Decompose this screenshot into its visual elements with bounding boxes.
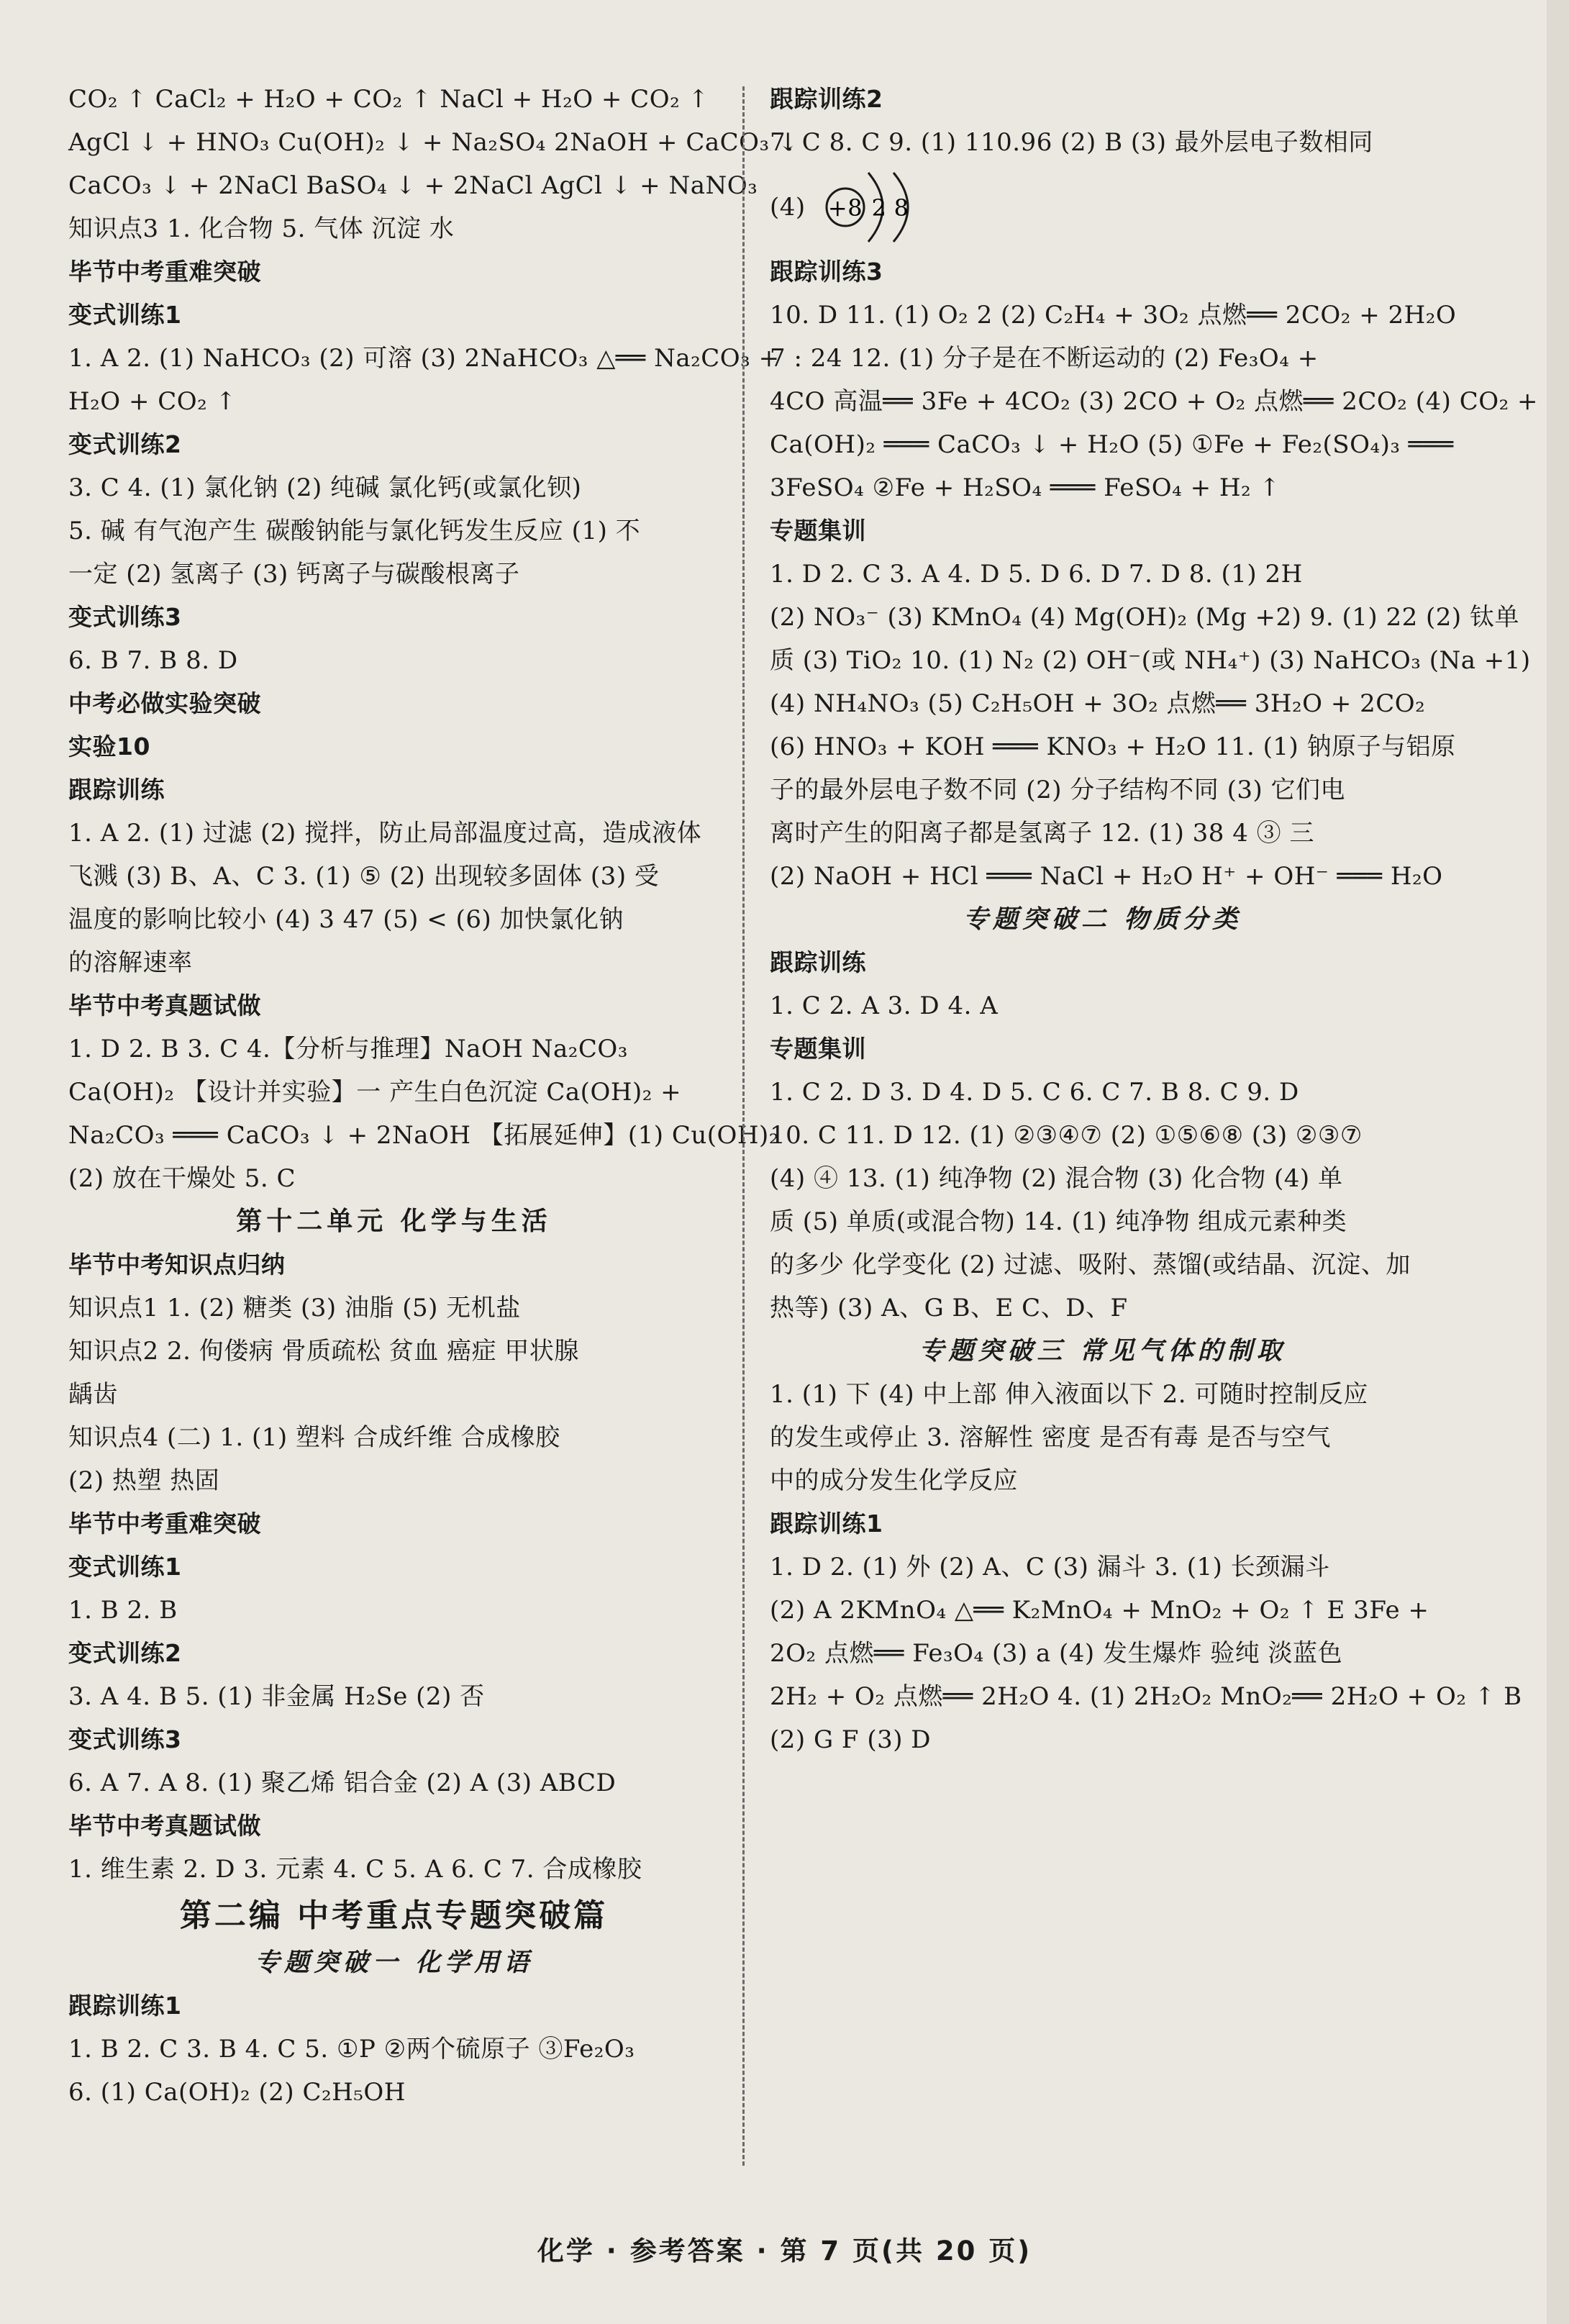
right-answer-line: 中的成分发生化学反应 [770,1466,1018,1495]
right-answer-line: 1. D 2. C 3. A 4. D 5. D 6. D 7. D 8. (1) 2H [770,560,1303,589]
atom-question-label: (4) [770,193,806,222]
left-answer-line: 5. 碱 有气泡产生 碳酸钠能与氯化钙发生反应 (1) 不 [68,517,641,545]
left-section-heading: 变式训练3 [68,603,182,631]
left-answer-line: H₂O + CO₂ ↑ [68,387,237,416]
right-answer-line: 1. C 2. A 3. D 4. A [770,991,999,1020]
right-answer-line: 子的最外层电子数不同 (2) 分子结构不同 (3) 它们电 [770,776,1346,804]
right-answer-line: (4) NH₄NO₃ (5) C₂H₅OH + 3O₂ 点燃══ 3H₂O + 2CO₂ [770,689,1426,718]
left-answer-line: 3. A 4. B 5. (1) 非金属 H₂Se (2) 否 [68,1682,485,1711]
right-answer-line: 10. C 11. D 12. (1) ②③④⑦ (2) ①⑤⑥⑧ (3) ②③⑦ [770,1121,1363,1150]
right-answer-line: 1. (1) 下 (4) 中上部 伸入液面以下 2. 可随时控制反应 [770,1380,1368,1409]
right-answer-line: (4) ④ 13. (1) 纯净物 (2) 混合物 (3) 化合物 (4) 单 [770,1164,1343,1193]
shell-2-electrons: 8 [893,194,909,222]
left-section-heading: 跟踪训练 [68,776,165,804]
column-divider [742,86,745,2166]
left-part-title: 第二编 中考重点专题突破篇 [179,1897,609,1934]
left-answer-line: 飞溅 (3) B、A、C 3. (1) ⑤ (2) 出现较多固体 (3) 受 [68,862,660,891]
left-answer-line: (2) 热塑 热固 [68,1466,220,1495]
left-answer-line: 1. D 2. B 3. C 4.【分析与推理】NaOH Na₂CO₃ [68,1035,628,1063]
left-answer-line: CO₂ ↑ CaCl₂ + H₂O + CO₂ ↑ NaCl + H₂O + CO₂ ↑ [68,85,709,114]
left-unit-title: 第十二单元 化学与生活 [236,1207,552,1236]
left-answer-line: 知识点3 1. 化合物 5. 气体 沉淀 水 [68,214,455,243]
right-answer-line: 3FeSO₄ ②Fe + H₂SO₄ ═══ FeSO₄ + H₂ ↑ [770,473,1281,502]
left-answer-line: AgCl ↓ + HNO₃ Cu(OH)₂ ↓ + Na₂SO₄ 2NaOH + CaCO₃ ↓ [68,128,799,157]
left-answer-line: 知识点2 2. 佝偻病 骨质疏松 贫血 癌症 甲状腺 [68,1337,579,1366]
left-section-heading: 毕节中考真题试做 [68,1812,261,1840]
right-answer-line: 1. D 2. (1) 外 (2) A、C (3) 漏斗 3. (1) 长颈漏斗 [770,1553,1330,1581]
atom-structure-icon [820,164,964,250]
left-column [68,78,799,2114]
right-answer-line: (2) A 2KMnO₄ △══ K₂MnO₄ + MnO₂ + O₂ ↑ E 3Fe + [770,1596,1429,1625]
left-answer-line: 一定 (2) 氢离子 (3) 钙离子与碳酸根离子 [68,560,520,589]
left-answer-line: Ca(OH)₂ 【设计并实验】一 产生白色沉淀 Ca(OH)₂ + [68,1078,682,1107]
right-answer-line: 2O₂ 点燃══ Fe₃O₄ (3) a (4) 发生爆炸 验纯 淡蓝色 [770,1639,1343,1668]
right-answer-line: 的发生或停止 3. 溶解性 密度 是否有毒 是否与空气 [770,1423,1331,1452]
left-answer-line: 1. B 2. C 3. B 4. C 5. ①P ②两个硫原子 ③Fe₂O₃ [68,2035,635,2064]
right-answer-line: 2H₂ + O₂ 点燃══ 2H₂O 4. (1) 2H₂O₂ MnO₂══ 2H₂O + O₂ ↑ B [770,1682,1522,1711]
left-section-heading: 跟踪训练1 [68,1992,182,2020]
right-section-heading: 专题集训 [770,1035,866,1063]
left-answer-line: 1. A 2. (1) 过滤 (2) 搅拌，防止局部温度过高，造成液体 [68,819,702,848]
left-answer-line: 6. B 7. B 8. D [68,646,238,675]
left-answer-line: 3. C 4. (1) 氯化钠 (2) 纯碱 氯化钙(或氯化钡) [68,473,582,502]
right-answer-line: 热等) (3) A、G B、E C、D、F [770,1294,1128,1322]
shell-1-electrons: 2 [871,194,887,222]
left-answer-line: 温度的影响比较小 (4) 3 47 (5) < (6) 加快氯化钠 [68,905,624,934]
atom-structure-diagram [770,164,1435,250]
left-answer-line: 知识点1 1. (2) 糖类 (3) 油脂 (5) 无机盐 [68,1294,521,1322]
right-answer-line: 4CO 高温══ 3Fe + 4CO₂ (3) 2CO + O₂ 点燃══ 2CO₂ (4) CO₂ + [770,387,1539,416]
right-answer-line: 7. C 8. C 9. (1) 110.96 (2) B (3) 最外层电子数相同 [770,128,1373,157]
left-section-heading: 毕节中考重难突破 [68,258,261,286]
left-answer-line: CaCO₃ ↓ + 2NaCl BaSO₄ ↓ + 2NaCl AgCl ↓ + NaNO₃ [68,171,758,200]
right-answer-line: 10. D 11. (1) O₂ 2 (2) C₂H₄ + 3O₂ 点燃══ 2CO₂ + 2H₂O [770,301,1457,330]
right-answer-line: 1. C 2. D 3. D 4. D 5. C 6. C 7. B 8. C 9. D [770,1078,1299,1107]
left-answer-line: 1. B 2. B [68,1596,178,1625]
left-section-heading: 毕节中考重难突破 [68,1510,261,1538]
left-section-heading: 中考必做实验突破 [68,689,261,717]
left-answer-line: 6. (1) Ca(OH)₂ (2) C₂H₅OH [68,2078,406,2107]
left-section-heading: 实验10 [68,732,150,761]
left-section-heading: 变式训练3 [68,1725,182,1753]
left-section-heading: 变式训练1 [68,1553,182,1581]
left-answer-line: 龋齿 [68,1380,118,1409]
right-answer-line: 7 : 24 12. (1) 分子是在不断运动的 (2) Fe₃O₄ + [770,344,1319,373]
left-answer-line: 1. A 2. (1) NaHCO₃ (2) 可溶 (3) 2NaHCO₃ △══ Na₂CO₃ + [68,344,780,373]
right-answer-line: Ca(OH)₂ ═══ CaCO₃ ↓ + H₂O (5) ①Fe + Fe₂(SO₄)₃ ═══ [770,430,1454,459]
right-answer-line: (6) HNO₃ + KOH ═══ KNO₃ + H₂O 11. (1) 钠原子与铝原 [770,732,1456,761]
right-answer-line: 质 (5) 单质(或混合物) 14. (1) 纯净物 组成元素种类 [770,1207,1347,1236]
left-answer-line: 知识点4 (二) 1. (1) 塑料 合成纤维 合成橡胶 [68,1423,560,1452]
right-column [770,78,1539,1761]
left-section-heading: 变式训练2 [68,430,182,458]
left-answer-line: (2) 放在干燥处 5. C [68,1164,296,1193]
left-section-heading: 毕节中考真题试做 [68,991,261,1020]
left-answer-line: Na₂CO₃ ═══ CaCO₃ ↓ + 2NaOH 【拓展延伸】(1) Cu(OH)₂ [68,1121,779,1150]
left-section-heading: 毕节中考知识点归纳 [68,1250,286,1279]
right-answer-line: 离时产生的阳离子都是氢离子 12. (1) 38 4 ③ 三 [770,819,1314,848]
right-section-heading: 专题集训 [770,517,866,545]
right-topic-title: 专题突破三 常见气体的制取 [919,1336,1286,1366]
right-answer-line: (2) NaOH + HCl ═══ NaCl + H₂O H⁺ + OH⁻ ═══ H₂O [770,862,1443,891]
right-topic-title: 专题突破二 物质分类 [963,904,1242,934]
nucleus-charge: +8 [827,194,863,222]
page-footer: 化学 · 参考答案 · 第 7 页(共 20 页) [537,2236,1032,2266]
adjacent-page-edge [1547,0,1569,2324]
right-answer-line: (2) NO₃⁻ (3) KMnO₄ (4) Mg(OH)₂ (Mg +2) 9. (1) 22 (2) 钛单 [770,603,1520,632]
right-answer-line: 的多少 化学变化 (2) 过滤、吸附、蒸馏(或结晶、沉淀、加 [770,1250,1411,1279]
right-answer-line: (2) G F (3) D [770,1725,932,1754]
left-answer-line: 6. A 7. A 8. (1) 聚乙烯 铝合金 (2) A (3) ABCD [68,1769,617,1797]
left-section-heading: 变式训练2 [68,1639,182,1667]
left-section-heading: 变式训练1 [68,301,182,329]
left-answer-line: 的溶解速率 [68,948,193,977]
right-section-heading: 跟踪训练2 [770,85,883,113]
left-answer-line: 1. 维生素 2. D 3. 元素 4. C 5. A 6. C 7. 合成橡胶 [68,1855,642,1884]
right-section-heading: 跟踪训练 [770,948,866,976]
right-answer-line: 质 (3) TiO₂ 10. (1) N₂ (2) OH⁻(或 NH₄⁺) (3) NaHCO₃ (Na +1) [770,646,1531,675]
left-topic-title: 专题突破一 化学用语 [254,1948,534,1977]
right-section-heading: 跟踪训练1 [770,1510,883,1538]
right-section-heading: 跟踪训练3 [770,258,883,286]
